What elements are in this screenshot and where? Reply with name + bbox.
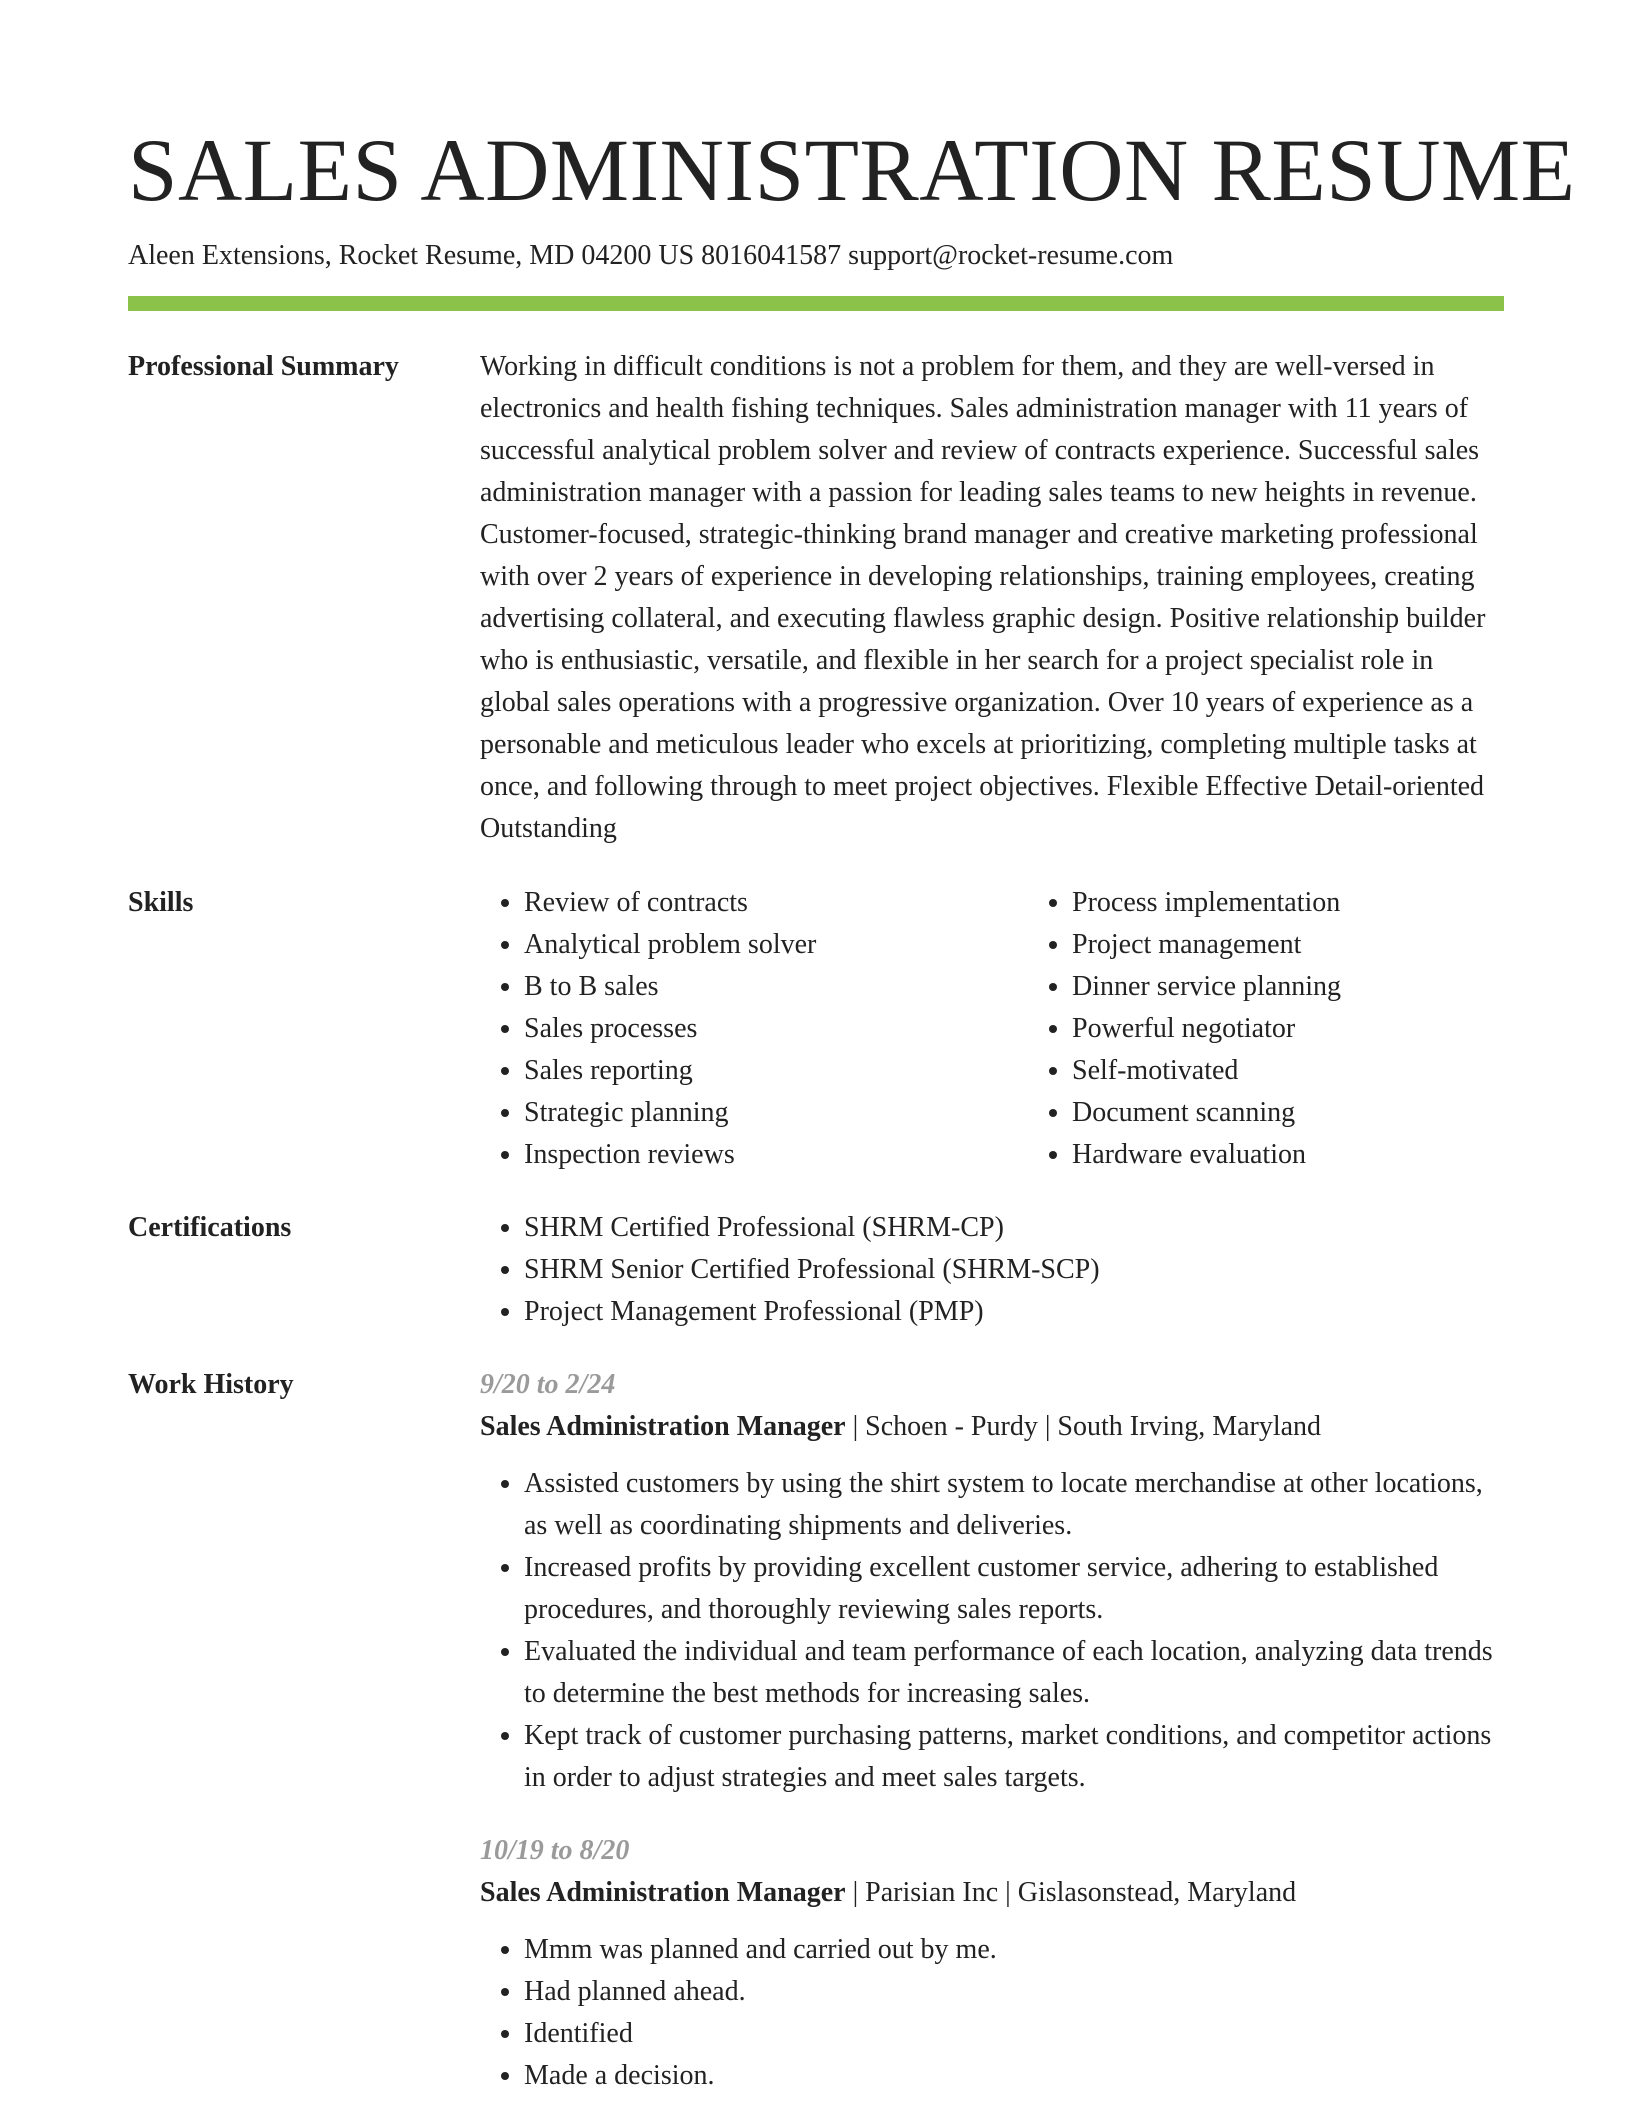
job-bullets — [480, 1463, 1504, 1799]
job-entry — [480, 1830, 1504, 2097]
summary-heading: Professional Summary — [128, 351, 399, 382]
job-details: | Parisian Inc | Gislasonstead, Maryland — [845, 1877, 1297, 1908]
job-bullet: • Mmm was planned and carried out by me. — [524, 1929, 1504, 1971]
certification-item: • SHRM Senior Certified Professional (SHRM-SCP) — [524, 1249, 1504, 1291]
skill-item: • B to B sales — [524, 966, 984, 1008]
skills-section — [128, 882, 1504, 1176]
job-title: Sales Administration Manager — [480, 1877, 846, 1908]
summary-section — [128, 346, 1504, 850]
skill-item: • Project management — [1072, 924, 1532, 966]
work-history-section — [128, 1364, 1504, 2097]
skills-list-left — [480, 882, 984, 1176]
contact-line: Aleen Extensions, Rocket Resume, MD 04200 US 8016041587 support@rocket-resume.com — [128, 240, 1174, 271]
certifications-list — [480, 1207, 1504, 1333]
certification-item: • Project Management Professional (PMP) — [524, 1291, 1504, 1333]
work-history-body — [480, 1364, 1504, 2097]
skill-item: • Sales reporting — [524, 1050, 984, 1092]
resume-page — [128, 116, 1576, 2097]
accent-divider — [128, 296, 1504, 311]
job-title: Sales Administration Manager — [480, 1411, 846, 1442]
summary-body — [480, 346, 1504, 850]
job-heading — [480, 1872, 1504, 1914]
skill-item: • Dinner service planning — [1072, 966, 1532, 1008]
job-details: | Schoen - Purdy | South Irving, Maryland — [845, 1411, 1322, 1442]
job-bullet: • Had planned ahead. — [524, 1971, 1504, 2013]
skill-item: • Sales processes — [524, 1008, 984, 1050]
work-history-heading: Work History — [128, 1369, 294, 1400]
skill-item: • Analytical problem solver — [524, 924, 984, 966]
job-bullet: • Kept track of customer purchasing patterns, market conditions, and competitor actions in order to adjust strategies and meet sales targets. — [524, 1715, 1504, 1799]
skills-heading: Skills — [128, 887, 194, 918]
job-entry — [480, 1364, 1504, 1799]
job-bullet: • Increased profits by providing excellent customer service, adhering to established procedures, and thoroughly reviewing sales reports. — [524, 1547, 1504, 1631]
certification-item: • SHRM Certified Professional (SHRM-CP) — [524, 1207, 1504, 1249]
certifications-heading: Certifications — [128, 1212, 292, 1243]
certifications-body — [480, 1207, 1504, 1333]
job-dates: 10/19 to 8/20 — [480, 1835, 630, 1866]
skill-item: • Powerful negotiator — [1072, 1008, 1532, 1050]
skills-body — [480, 882, 1532, 1176]
skill-item: • Hardware evaluation — [1072, 1134, 1532, 1176]
skill-item: • Self-motivated — [1072, 1050, 1532, 1092]
skill-item: • Strategic planning — [524, 1092, 984, 1134]
job-heading — [480, 1406, 1504, 1448]
skill-item: • Inspection reviews — [524, 1134, 984, 1176]
job-bullet: • Assisted customers by using the shirt system to locate merchandise at other locations, as well as coordinating shipments and deliveries. — [524, 1463, 1504, 1547]
skill-item: • Process implementation — [1072, 882, 1532, 924]
job-bullets — [480, 1929, 1504, 2097]
resume-title: SALES ADMINISTRATION RESUME — [128, 122, 1576, 220]
job-bullet: • Identified — [524, 2013, 1504, 2055]
job-bullet: • Made a decision. — [524, 2055, 1504, 2097]
job-bullet: • Evaluated the individual and team performance of each location, analyzing data trends to determine the best methods for increasing sales. — [524, 1631, 1504, 1715]
skill-item: • Document scanning — [1072, 1092, 1532, 1134]
certifications-section — [128, 1207, 1504, 1333]
skill-item: • Review of contracts — [524, 882, 984, 924]
summary-text: Working in difficult conditions is not a problem for them, and they are well-versed in electronics and health fishing techniques. Sales administration manager with 11 years of successful analytical problem solver and review of contracts experience. Successful sales administration manager with a passion for leading sales teams to new heights in revenue. Customer-focused, strategic-thinking brand manager and creative marketing professional with over 2 years of experience in developing relationships, training employees, creating advertising collateral, and executing flawless graphic design. Positive relationship builder who is enthusiastic, versatile, and flexible in her search for a project specialist role in global sales operations with a progressive organization. Over 10 years of experience as a personable and meticulous leader who excels at prioritizing, completing multiple tasks at once, and following through to meet project objectives. Flexible Effective Detail-oriented Outstanding — [480, 351, 1486, 844]
job-dates: 9/20 to 2/24 — [480, 1369, 616, 1400]
skills-list-right — [1028, 882, 1532, 1176]
